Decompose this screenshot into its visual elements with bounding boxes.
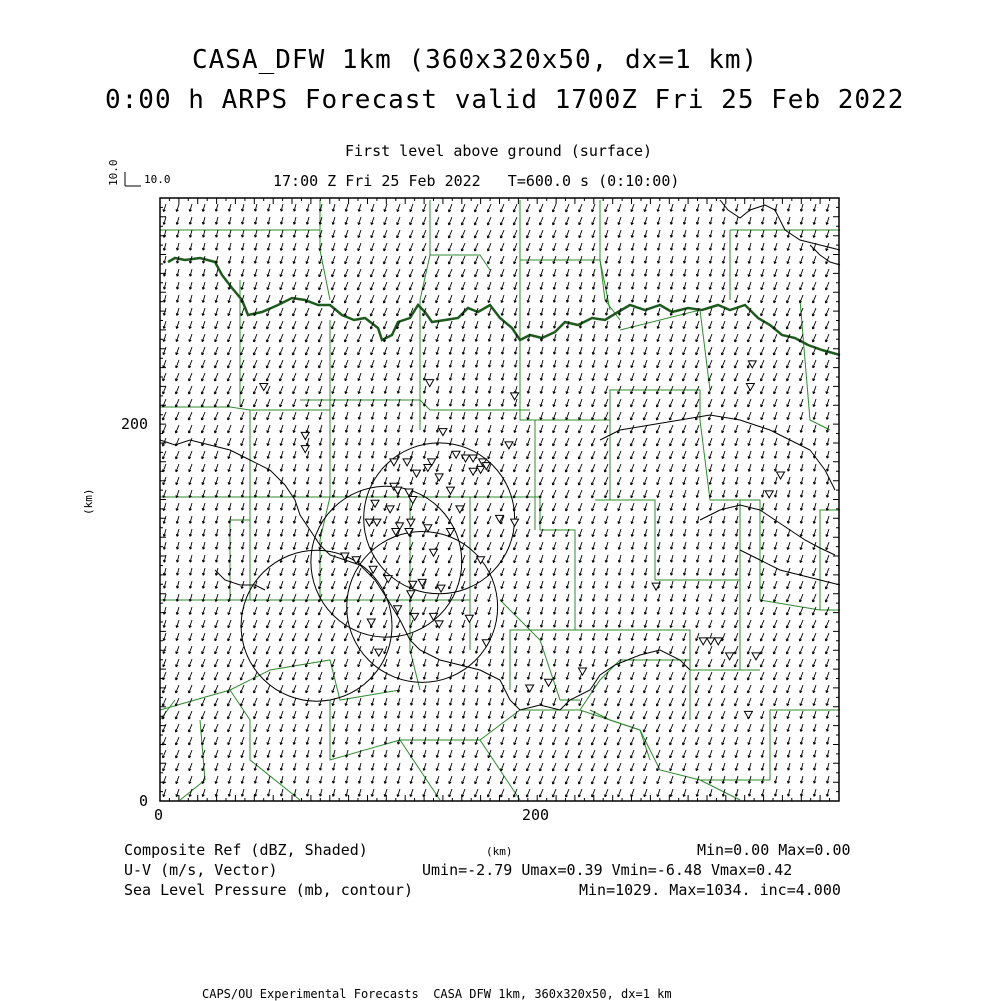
- x-tick-200: 200: [522, 806, 550, 824]
- station-marker: [260, 383, 268, 390]
- radar-ring-4: [241, 550, 392, 701]
- station-marker: [429, 549, 437, 556]
- station-marker: [375, 649, 383, 656]
- station-marker: [437, 585, 445, 592]
- y-tick-200: 200: [121, 415, 149, 433]
- station-marker: [526, 685, 534, 692]
- station-marker: [367, 619, 375, 626]
- station-marker: [707, 638, 715, 645]
- x-axis-label: (km): [486, 845, 513, 858]
- station-marker: [407, 591, 415, 598]
- station-marker: [578, 668, 586, 675]
- station-marker: [371, 500, 379, 507]
- radar-ring-3: [347, 531, 498, 682]
- station-marker: [390, 459, 398, 466]
- station-marker: [744, 711, 752, 718]
- chart-title-line2: 0:00 h ARPS Forecast valid 1700Z Fri 25 Feb 2022: [105, 85, 905, 115]
- station-marker: [435, 474, 443, 481]
- wind-vector-field: [162, 204, 829, 797]
- station-marker: [373, 519, 381, 526]
- vector-key-horizontal-label: 10.0: [144, 173, 171, 186]
- station-marker: [496, 515, 504, 522]
- x-tick-0: 0: [154, 806, 164, 824]
- station-marker: [413, 470, 421, 477]
- station-marker: [511, 519, 519, 526]
- station-marker: [384, 576, 392, 583]
- station-markers: [260, 361, 785, 718]
- footer-credit: CAPS/OU Experimental Forecasts CASA DFW 1km, 360x320x50, dx=1 km: [202, 987, 672, 1001]
- wind-vectors: [162, 204, 829, 797]
- legend-field3-name: Sea Level Pressure (mb, contour): [124, 881, 413, 899]
- chart-title-line1: CASA_DFW 1km (360x320x50, dx=1 km): [192, 45, 759, 75]
- county-boundaries: [160, 200, 840, 800]
- station-marker: [411, 613, 419, 620]
- station-marker: [511, 393, 519, 400]
- vector-key: [125, 172, 141, 186]
- station-marker: [394, 487, 402, 494]
- station-marker: [429, 613, 437, 620]
- y-tick-0: 0: [139, 792, 149, 810]
- station-marker: [386, 506, 394, 513]
- station-marker: [714, 638, 722, 645]
- station-marker: [477, 466, 485, 473]
- station-marker: [446, 487, 454, 494]
- legend-field1-name: Composite Ref (dBZ, Shaded): [124, 841, 368, 859]
- station-marker: [746, 383, 754, 390]
- station-marker: [777, 472, 785, 479]
- station-marker: [482, 640, 490, 647]
- station-marker: [505, 442, 513, 449]
- station-marker: [446, 529, 454, 536]
- legend-field3-stats: Min=1029. Max=1034. inc=4.000: [579, 881, 841, 899]
- station-marker: [301, 446, 309, 453]
- station-marker: [439, 429, 447, 436]
- station-marker: [699, 638, 707, 645]
- valid-time-subtitle: 17:00 Z Fri 25 Feb 2022 T=600.0 s (0:10:00): [273, 172, 680, 190]
- station-marker: [403, 459, 411, 466]
- legend-field2-name: U-V (m/s, Vector): [124, 861, 278, 879]
- y-axis-label: (km): [82, 488, 95, 515]
- station-marker: [765, 491, 773, 498]
- station-marker: [465, 615, 473, 622]
- station-marker: [407, 519, 415, 526]
- station-marker: [726, 653, 734, 660]
- vector-key-vertical-label: 10.0: [107, 159, 120, 186]
- level-subtitle: First level above ground (surface): [345, 142, 653, 160]
- legend-field2-stats: Umin=-2.79 Umax=0.39 Vmin=-6.48 Vmax=0.42: [422, 861, 793, 879]
- station-marker: [752, 653, 760, 660]
- station-marker: [452, 451, 460, 458]
- station-marker: [426, 380, 434, 387]
- legend-field1-stats: Min=0.00 Max=0.00: [697, 841, 851, 859]
- station-marker: [545, 679, 553, 686]
- station-marker: [301, 432, 309, 439]
